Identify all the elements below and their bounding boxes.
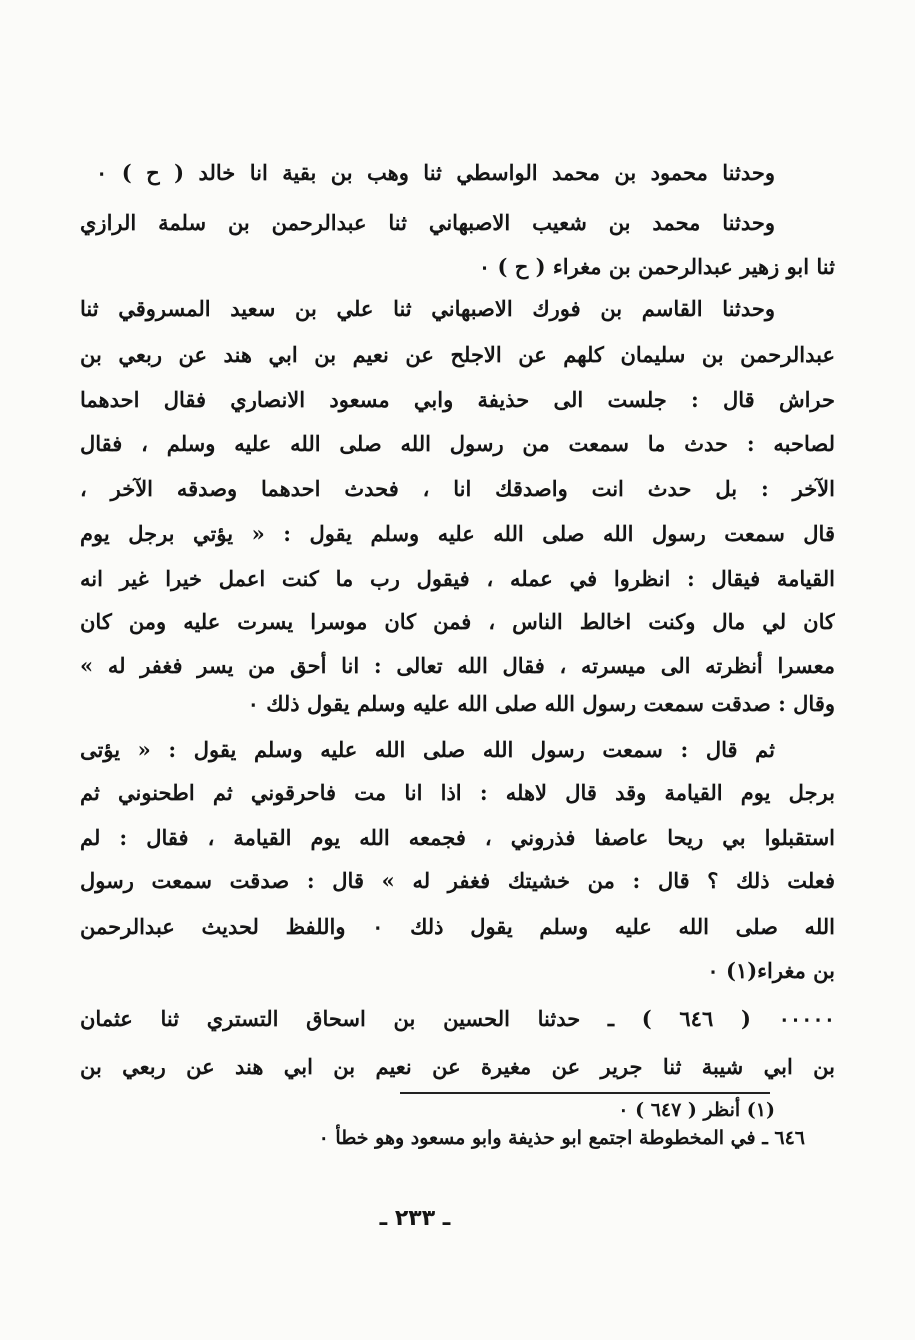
- text-line-18: الله صلى الله عليه وسلم يقول ذلك ٠ واللفظ لحديث عبدالرحمن: [80, 914, 835, 939]
- text-line-3: ثنا ابو زهير عبدالرحمن بن مغراء ( ح ) ٠: [478, 254, 835, 279]
- text-line-5: عبدالرحمن بن سليمان كلهم عن الاجلح عن نعيم بن ابي هند عن ربعي بن: [80, 342, 835, 367]
- text-line-11: كان لي مال وكنت اخالط الناس ، فمن كان موسرا يسرت عليه ومن كان: [80, 609, 835, 634]
- text-line-7: لصاحبه : حدث ما سمعت من رسول الله صلى الله عليه وسلم ، فقال: [80, 431, 835, 456]
- text-line-9: قال سمعت رسول الله صلى الله عليه وسلم يقول : « يؤتي برجل يوم: [80, 521, 835, 546]
- footnote-1: (١) أنظر ( ٦٤٧ ) ٠: [618, 1099, 775, 1121]
- text-line-21: بن ابي شيبة ثنا جرير عن مغيرة عن نعيم بن ابي هند عن ربعي بن: [80, 1054, 835, 1079]
- text-line-1: وحدثنا محمود بن محمد الواسطي ثنا وهب بن بقية انا خالد ( ح ) ٠: [96, 160, 775, 185]
- text-line-14: ثم قال : سمعت رسول الله صلى الله عليه وسلم يقول : « يؤتى: [80, 737, 775, 762]
- text-line-20: ٠٠٠٠٠ ( ٦٤٦ ) ـ حدثنا الحسين بن اسحاق التستري ثنا عثمان: [80, 1006, 835, 1031]
- text-line-15: برجل يوم القيامة وقد قال لاهله : اذا انا مت فاحرقوني ثم اطحنوني ثم: [80, 780, 835, 805]
- text-line-17: فعلت ذلك ؟ قال : من خشيتك فغفر له » قال : صدقت سمعت رسول: [80, 868, 835, 893]
- text-line-12: معسرا أنظرته الى ميسرته ، فقال الله تعالى : انا أحق من يسر فغفر له »: [80, 653, 835, 678]
- text-line-2: وحدثنا محمد بن شعيب الاصبهاني ثنا عبدالرحمن بن سلمة الرازي: [80, 210, 775, 235]
- text-line-19: بن مغراء(١) ٠: [707, 958, 835, 983]
- text-line-4: وحدثنا القاسم بن فورك الاصبهاني ثنا علي بن سعيد المسروقي ثنا: [80, 296, 775, 321]
- text-line-6: حراش قال : جلست الى حذيفة وابي مسعود الانصاري فقال احدهما: [80, 387, 835, 412]
- text-line-10: القيامة فيقال : انظروا في عمله ، فيقول رب ما كنت اعمل خيرا غير انه: [80, 566, 835, 591]
- text-line-8: الآخر : بل حدث انت واصدقك انا ، فحدث احدهما وصدقه الآخر ،: [80, 476, 835, 501]
- page-number: ـ ٢٣٣ ـ: [379, 1206, 451, 1231]
- text-line-16: استقبلوا بي ريحا عاصفا فذروني ، فجمعه الله يوم القيامة ، فقال : لم: [80, 825, 835, 850]
- text-line-13: وقال : صدقت سمعت رسول الله صلى الله عليه وسلم يقول ذلك ٠: [247, 691, 835, 716]
- footnote-separator: [400, 1092, 770, 1094]
- footnote-2: ٦٤٦ ـ في المخطوطة اجتمع ابو حذيفة وابو مسعود وهو خطأ ٠: [318, 1127, 805, 1149]
